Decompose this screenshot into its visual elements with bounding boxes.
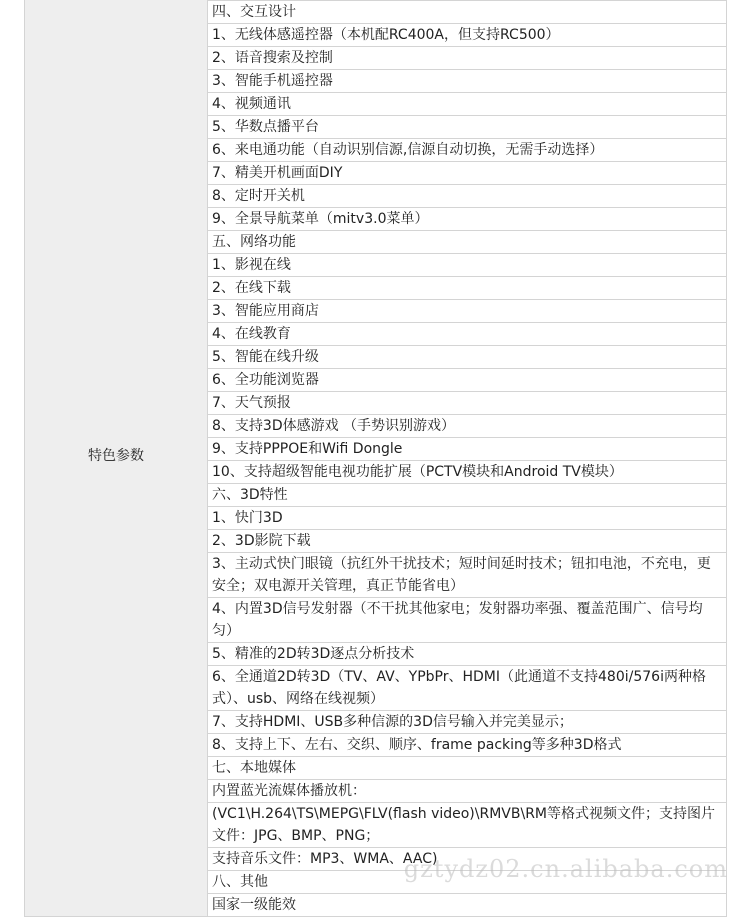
spec-value-cell: 3、智能应用商店 (208, 300, 727, 323)
spec-value-cell: 7、支持HDMI、USB多种信源的3D信号输入并完美显示； (208, 711, 727, 734)
spec-value-cell: 5、华数点播平台 (208, 116, 727, 139)
spec-value-cell: 支持音乐文件：MP3、WMA、AAC) (208, 848, 727, 871)
spec-value-cell: 10、支持超级智能电视功能扩展（PCTV模块和Android TV模块） (208, 461, 727, 484)
spec-value-cell: 1、快门3D (208, 507, 727, 530)
spec-value-cell: 六、3D特性 (208, 484, 727, 507)
spec-value-cell: 8、支持3D体感游戏 （手势识别游戏） (208, 415, 727, 438)
spec-value-cell: 6、来电通功能（自动识别信源,信源自动切换，无需手动选择） (208, 139, 727, 162)
spec-value-cell: (VC1\H.264\TS\MEPG\FLV(flash video)\RMVB\RM等格式视频文件；支持图片文件：JPG、BMP、PNG； (208, 803, 727, 848)
spec-value-cell: 2、语音搜索及控制 (208, 47, 727, 70)
spec-value-cell: 6、全通道2D转3D（TV、AV、YPbPr、HDMI（此通道不支持480i/576i两种格式）、usb、网络在线视频） (208, 666, 727, 711)
spec-value-cell: 五、网络功能 (208, 231, 727, 254)
spec-value-cell: 1、影视在线 (208, 254, 727, 277)
spec-value-cell: 4、内置3D信号发射器（不干扰其他家电；发射器功率强、覆盖范围广、信号均匀） (208, 598, 727, 643)
spec-value-cell: 7、精美开机画面DIY (208, 162, 727, 185)
watermark-text: gztydz02.cn.alibaba.com (403, 855, 728, 883)
spec-value-cell: 国家一级能效 (208, 894, 727, 917)
category-cell: 特色参数 (25, 0, 208, 917)
spec-value-cell: 8、支持上下、左右、交织、顺序、frame packing等多种3D格式 (208, 734, 727, 757)
spec-value-cell: 4、在线教育 (208, 323, 727, 346)
spec-value-cell: 3、智能手机遥控器 (208, 70, 727, 93)
spec-value-cell: 7、天气预报 (208, 392, 727, 415)
spec-table (24, 0, 727, 917)
spec-value-cell: 5、精准的2D转3D逐点分析技术 (208, 643, 727, 666)
spec-value-cell: 4、视频通讯 (208, 93, 727, 116)
spec-value-cell: 1、无线体感遥控器（本机配RC400A，但支持RC500） (208, 24, 727, 47)
spec-value-cell: 四、交互设计 (208, 1, 727, 24)
spec-value-cell: 9、支持PPPOE和Wifi Dongle (208, 438, 727, 461)
spec-value-cell: 5、智能在线升级 (208, 346, 727, 369)
spec-value-cell: 9、全景导航菜单（mitv3.0菜单） (208, 208, 727, 231)
spec-value-cell: 8、定时开关机 (208, 185, 727, 208)
spec-value-cell: 2、在线下载 (208, 277, 727, 300)
spec-value-cell: 6、全功能浏览器 (208, 369, 727, 392)
spec-value-cell: 八、其他 (208, 871, 727, 894)
spec-value-cell: 3、主动式快门眼镜（抗红外干扰技术；短时间延时技术；钮扣电池，不充电，更安全；双电源开关管理，真正节能省电） (208, 553, 727, 598)
spec-value-cell: 内置蓝光流媒体播放机： (208, 780, 727, 803)
spec-value-cell: 2、3D影院下载 (208, 530, 727, 553)
spec-value-cell: 七、本地媒体 (208, 757, 727, 780)
